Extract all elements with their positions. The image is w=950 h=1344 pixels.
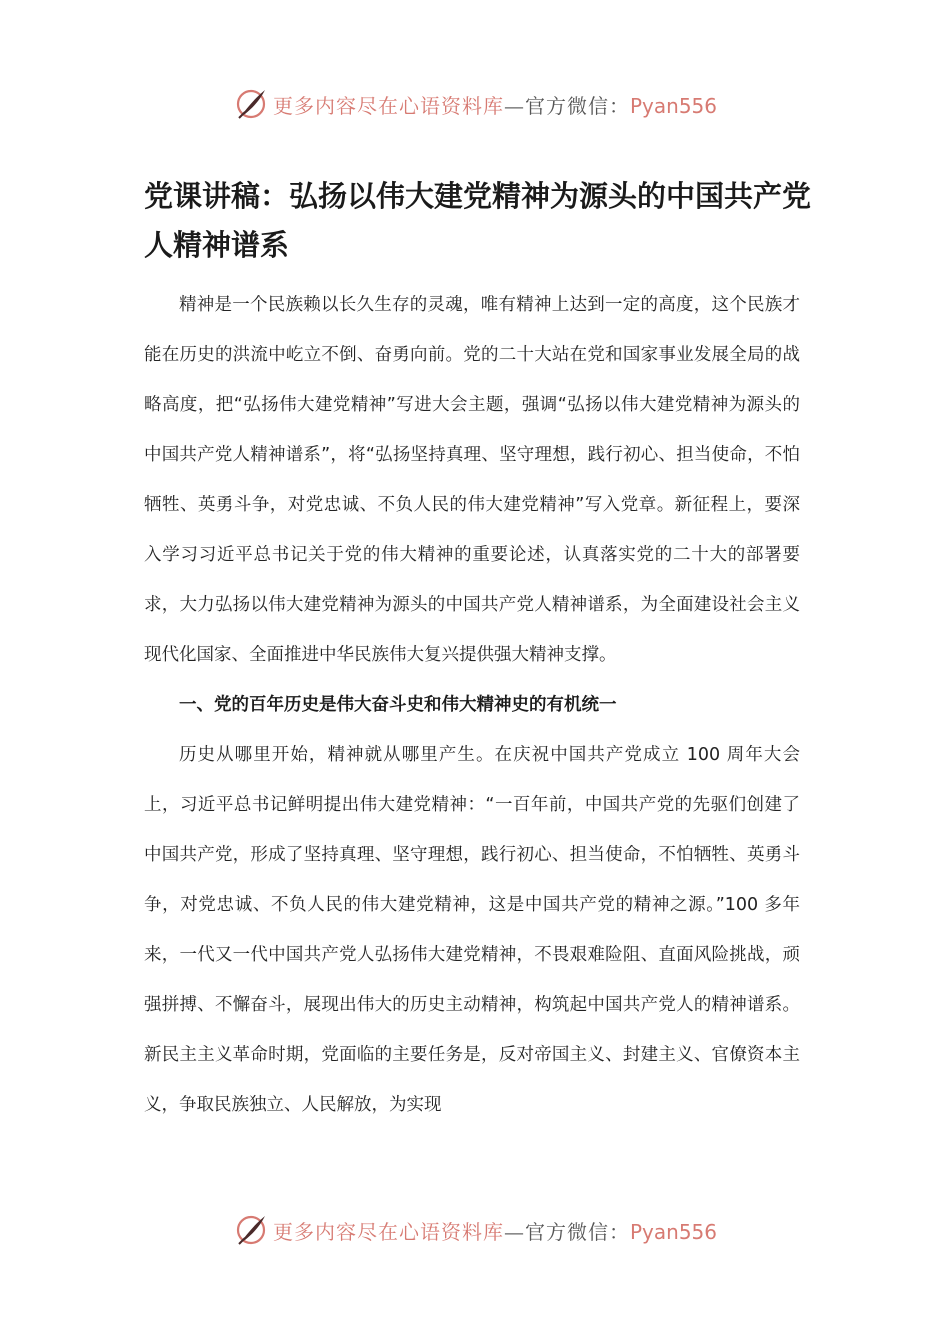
document-body (144, 280, 800, 1130)
paragraph-history: 历史从哪里开始，精神就从哪里产生。在庆祝中国共产党成立 100 周年大会上，习近平总书记鲜明提出伟大建党精神：“一百年前，中国共产党的先驱们创建了中国共产党，形成了坚持真理、坚守理想，践行初心、担当使命，不怕牺牲、英勇斗争，对党忠诚、不负人民的伟大建党精神，这是中国共产党的精神之源。”100 多年来，一代又一代中国共产党人弘扬伟大建党精神，不畏艰难险阻、直面风险挑战，顽强拼搏、不懈奋斗，展现出伟大的历史主动精神，构筑起中国共产党人的精神谱系。新民主主义革命时期，党面临的主要任务是，反对帝国主义、封建主义、官僚资本主义，争取民族独立、人民解放，为实现 (144, 745, 800, 1115)
quill-logo-icon (233, 86, 269, 122)
banner-dash: — (503, 93, 525, 118)
header-watermark-banner (0, 82, 950, 126)
banner-main-text: 更多内容尽在心语资料库 (272, 1219, 504, 1244)
banner-label: 官方微信： (524, 1219, 630, 1244)
banner-text (273, 90, 717, 119)
banner-main-text: 更多内容尽在心语资料库 (272, 93, 504, 118)
banner-text (273, 1216, 717, 1245)
footer-watermark-banner (0, 1208, 950, 1252)
banner-wechat-id: Pyan556 (629, 93, 717, 118)
banner-dash: — (503, 1219, 525, 1244)
quill-logo-icon (233, 1212, 269, 1248)
paragraph-intro: 精神是一个民族赖以长久生存的灵魂，唯有精神上达到一定的高度，这个民族才能在历史的洪流中屹立不倒、奋勇向前。党的二十大站在党和国家事业发展全局的战略高度，把“弘扬伟大建党精神”写进大会主题，强调“弘扬以伟大建党精神为源头的中国共产党人精神谱系”，将“弘扬坚持真理、坚守理想，践行初心、担当使命，不怕牺牲、英勇斗争，对党忠诚、不负人民的伟大建党精神”写入党章。新征程上，要深入学习习近平总书记关于党的伟大精神的重要论述，认真落实党的二十大的部署要求，大力弘扬以伟大建党精神为源头的中国共产党人精神谱系，为全面建设社会主义现代化国家、全面推进中华民族伟大复兴提供强大精神支撑。 (144, 295, 800, 665)
section-heading-1: 一、党的百年历史是伟大奋斗史和伟大精神史的有机统一 (179, 695, 617, 715)
banner-wechat-id: Pyan556 (629, 1219, 717, 1244)
document-title: 党课讲稿：弘扬以伟大建党精神为源头的中国共产党人精神谱系 (144, 179, 812, 262)
banner-label: 官方微信： (524, 93, 630, 118)
